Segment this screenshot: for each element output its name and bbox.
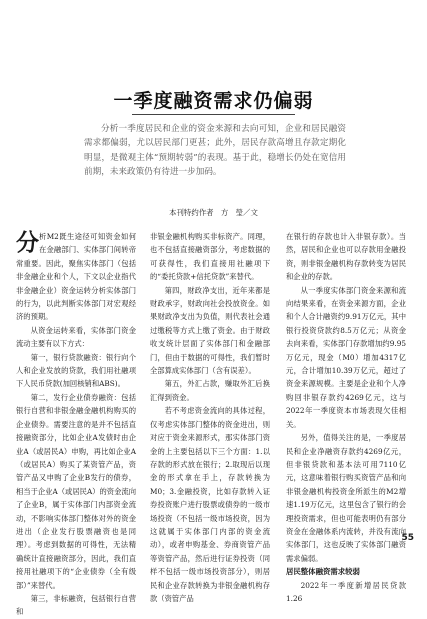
section-subheading: 居民整体融资需求较弱: [286, 567, 360, 577]
text-column-1: [16, 230, 136, 619]
article-abstract: 分析一季度居民和企业的资金来源和去向可知，企业和居民融资需求都偏弱，尤以居民部门更甚；此外，居民存款高增且存款定期化明显，是微观主体“预期转弱”的表现。基于此，稳增长仍处在宽信用前期，未来政策仍有待进一步加码。: [84, 124, 346, 178]
title-rule: [132, 114, 295, 115]
paragraph: 从资金运转来看，实体部门资金流动主要有以下方式：: [16, 325, 136, 349]
paragraph: 第三，非标融资，包括银行自营和: [16, 593, 136, 617]
paragraph-text: 析M2既生途径可知资金如何在金融部门、实体部门间转帝常重要。因此，聚焦实体部门（包括非金融企业和个人，下文以企业指代非金融企业）资金运转分析实体部门的行为，以此判断实体部门对宏观经济的预期。: [16, 232, 136, 322]
paragraph: 若不考虑资金流向的具体过程，仅考虑实体部门整体的资金进出，则对应于资金来源形式，那实体部门资金的上主要包括以下三个方面：1.以存款的形式放在银行；2.取现后以现金的形式拿在手上，存款转换为M0；3.金融投资，比如存款转入证券投资账户进行股票或债券的一级市场投资（不包括一级市场投资，因为这就属于实体部门内部的资金流动），或者申购基金、券商资管产品等资管产品，然后进行证券投资（同样不包括一级市场投资部分），则居民和企业存款转换为非银金融机构存款（资管产品: [150, 406, 270, 603]
paragraph: 从一季度实体部门资金来源和流向结果来看，在资金来源方面，企业和个人合计融资约9.91万亿元，其中银行投资贷款约8.5万亿元；从资金去向来看，实体部门存款增加约9.95万亿元，现金（M0）增加4317亿元，合计增加10.39万亿元，超过了资金来源规模。主要是企业和个人净购回非银存款约4269亿元，这与2022年一季度资本市场表现欠佳相关。: [286, 285, 406, 429]
paragraph: 另外，值得关注的是，一季度居民和企业净融资存款约4269亿元，但非银贷款和基本法可用7110亿元，这意味着银行购买资管产品和向非银金融机构投资金所派生的M2增速1.19万亿元，这里包含了银行的会理投资需求，但也可能表明仍有部分资金在金融体系内流转，并没有流向实体部门，这也反映了实体部门融资需求偏弱。: [286, 433, 406, 563]
paragraph: 第五，外汇占款，赚取外汇后换汇得到资金。: [150, 379, 270, 402]
paragraph: 第一，银行贷款融资：银行向个人和企业发放的贷款，我们用社融项下人民币贷款(加回核销和ABS)。: [16, 352, 136, 389]
paragraph: 第二，发行企业债券融资：包括银行自营和非银金融金融机构购买的企业债券。需要注意的是并不包括直接融资部分，比如企业A发债时由企业A（或居民A）申购，再比如企业A（或居民A）购买了某资管产品，资管产品又申购了企业B发行的债券，相当于企业A（或居民A）的资金流向了企业B，属于实体部门内部资金流动，不影响实体部门整体对外的资金进出（企业发行股票融资也是同理）。考虑到数据的可得性，无法精确统计直接融资部分，因此，我们直接用社融项下的“企业债券（全有级部）”来替代。: [16, 392, 136, 590]
drop-cap: 分: [16, 229, 39, 256]
paragraph: 第四，财政净支出，近年来都是财政承字，财政向社会投放资金。如果财政净支出为负值，则代表社会通过缴税等方式上缴了资金。由于财政收支统计层面了实体部门和金融部门，但由于数据的可得性，我们暂时全部算成实体部门（含有误差）。: [150, 285, 270, 376]
paragraph: 在银行的存款也计入非银存款）。当然，居民和企业也可以存款用金融投资，则非银金融机构存款转变为居民和企业的存款。: [286, 232, 406, 282]
paragraph: [16, 230, 136, 324]
paragraph: 2022年一季度新增居民贷款1.26: [286, 580, 406, 603]
text-column-2: [150, 230, 270, 605]
page-number: 55: [401, 533, 414, 543]
paragraph: 非银金融机构购买非标资产。同理，也不包括直接融资部分，考虑数据的可获得性，我们直接用社融项下的“委托贷款+信托贷款”来替代。: [150, 232, 270, 282]
author-byline: 本刊特约作者 方 瑩／文: [169, 208, 258, 217]
text-column-3: [286, 230, 406, 605]
article-title: 一季度融资需求仍偏弱: [113, 90, 314, 112]
